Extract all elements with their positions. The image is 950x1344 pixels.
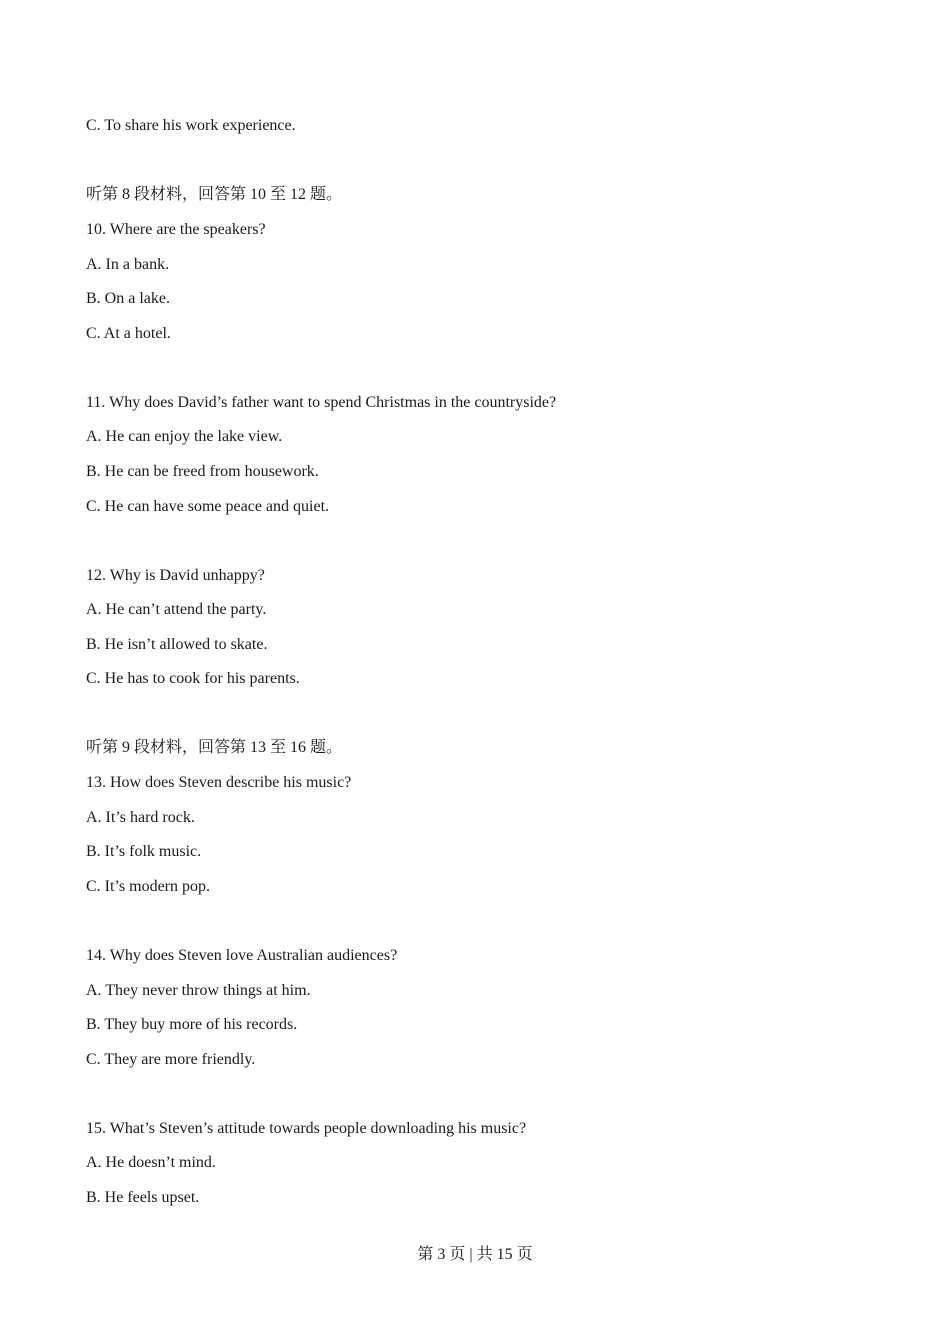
option-13c: C. It’s modern pop. xyxy=(86,878,210,895)
option-14a: A. They never throw things at him. xyxy=(86,982,311,999)
option-9c: C. To share his work experience. xyxy=(86,117,296,134)
option-14c: C. They are more friendly. xyxy=(86,1051,256,1068)
question-11: 11. Why does David’s father want to spend Christmas in the countryside? xyxy=(86,394,557,411)
question-13: 13. How does Steven describe his music? xyxy=(86,774,352,791)
option-12a: A. He can’t attend the party. xyxy=(86,601,267,618)
option-10b: B. On a lake. xyxy=(86,290,170,307)
section-instruction-8: 听第 8 段材料，回答第 10 至 12 题。 xyxy=(86,186,343,203)
question-12: 12. Why is David unhappy? xyxy=(86,567,265,584)
page-footer: 第 3 页 | 共 15 页 xyxy=(417,1246,533,1263)
option-15a: A. He doesn’t mind. xyxy=(86,1154,216,1171)
option-10c: C. At a hotel. xyxy=(86,325,171,342)
option-11c: C. He can have some peace and quiet. xyxy=(86,498,330,515)
option-11a: A. He can enjoy the lake view. xyxy=(86,428,283,445)
section-instruction-9: 听第 9 段材料，回答第 13 至 16 题。 xyxy=(86,739,343,756)
option-13a: A. It’s hard rock. xyxy=(86,809,195,826)
option-14b: B. They buy more of his records. xyxy=(86,1016,298,1033)
option-15b: B. He feels upset. xyxy=(86,1189,200,1206)
option-13b: B. It’s folk music. xyxy=(86,843,202,860)
question-14: 14. Why does Steven love Australian audiences? xyxy=(86,947,398,964)
question-10: 10. Where are the speakers? xyxy=(86,221,266,238)
question-15: 15. What’s Steven’s attitude towards people downloading his music? xyxy=(86,1120,527,1137)
option-10a: A. In a bank. xyxy=(86,256,170,273)
option-12c: C. He has to cook for his parents. xyxy=(86,670,300,687)
option-11b: B. He can be freed from housework. xyxy=(86,463,319,480)
option-12b: B. He isn’t allowed to skate. xyxy=(86,636,268,653)
